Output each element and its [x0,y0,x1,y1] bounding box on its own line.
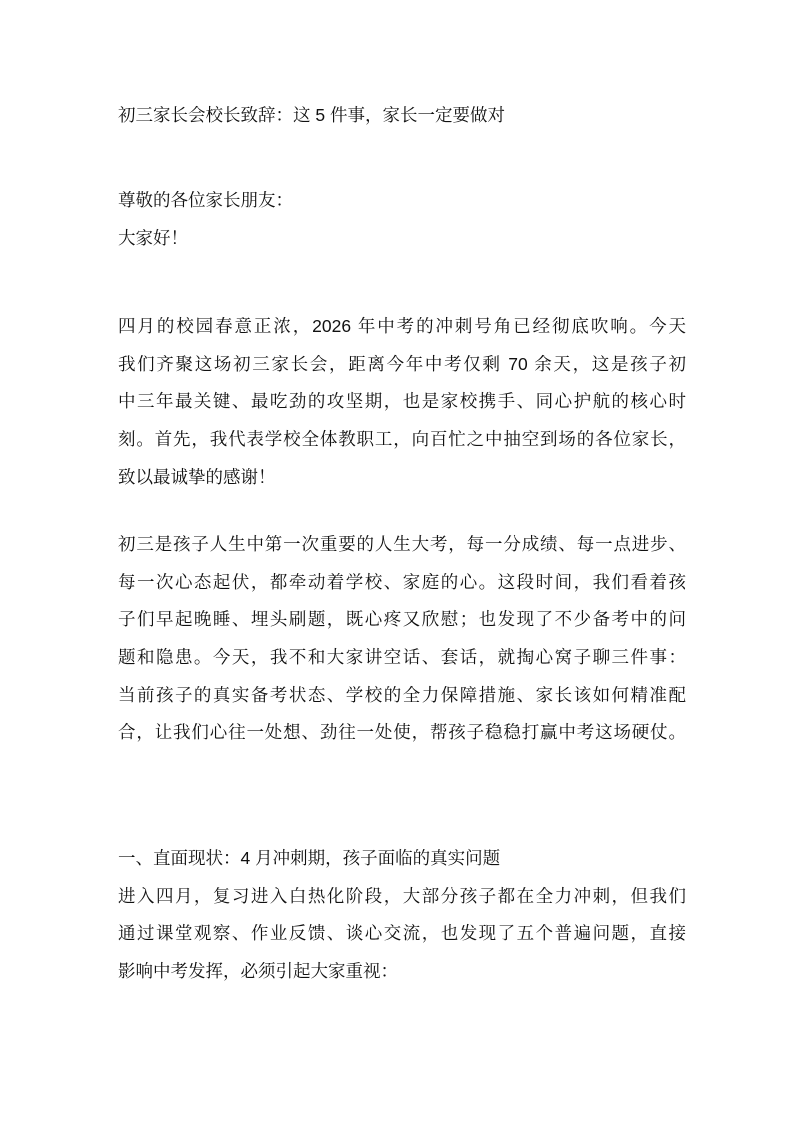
greeting: 大家好！ [118,227,188,248]
title-text: 初三家长会校长致辞：这 5 件事，家长一定要做对 [118,105,505,125]
paragraph-line: 致以最诚挚的感谢！ [118,466,276,487]
section-1 [118,840,686,991]
paragraph-line: 题和隐患。今天，我不和大家讲空话、套话，就掏心窝子聊三件事： [118,647,686,668]
paragraph-line: 通过课堂观察、作业反馈、谈心交流，也发现了五个普遍问题，直接 [118,923,686,944]
paragraph-line: 中三年最关键、最吃劲的攻坚期，也是家校携手、同心护航的核心时 [118,391,686,412]
paragraph-1 [118,308,686,496]
paragraph-line: 四月的校园春意正浓，2026 年中考的冲刺号角已经彻底吹响。今天 [118,316,686,336]
paragraph-line: 合，让我们心往一处想、劲往一处使，帮孩子稳稳打赢中考这场硬仗。 [118,722,686,743]
paragraph-2 [118,526,686,752]
salutation: 尊敬的各位家长朋友： [118,190,293,210]
paragraph-line: 我们齐聚这场初三家长会，距离今年中考仅剩 70 余天，这是孩子初 [118,353,686,374]
section-heading: 一、直面现状：4 月冲刺期，孩子面临的真实问题 [118,848,501,868]
paragraph-line: 子们早起晚睡、埋头刷题，既心疼又欣慰；也发现了不少备考中的问 [118,609,686,630]
paragraph-line: 当前孩子的真实备考状态、学校的全力保障措施、家长该如何精准配 [118,684,686,705]
paragraph-line: 影响中考发挥，必须引起大家重视： [118,961,398,982]
salutation-block [118,182,686,257]
paragraph-line: 每一次心态起伏，都牵动着学校、家庭的心。这段时间，我们看着孩 [118,571,686,592]
paragraph-line: 初三是孩子人生中第一次重要的人生大考，每一分成绩、每一点进步、 [118,534,686,554]
document-title [118,97,686,135]
paragraph-line: 进入四月，复习进入白热化阶段，大部分孩子都在全力冲刺，但我们 [118,885,686,906]
paragraph-line: 刻。首先，我代表学校全体教职工，向百忙之中抽空到场的各位家长， [118,429,686,450]
